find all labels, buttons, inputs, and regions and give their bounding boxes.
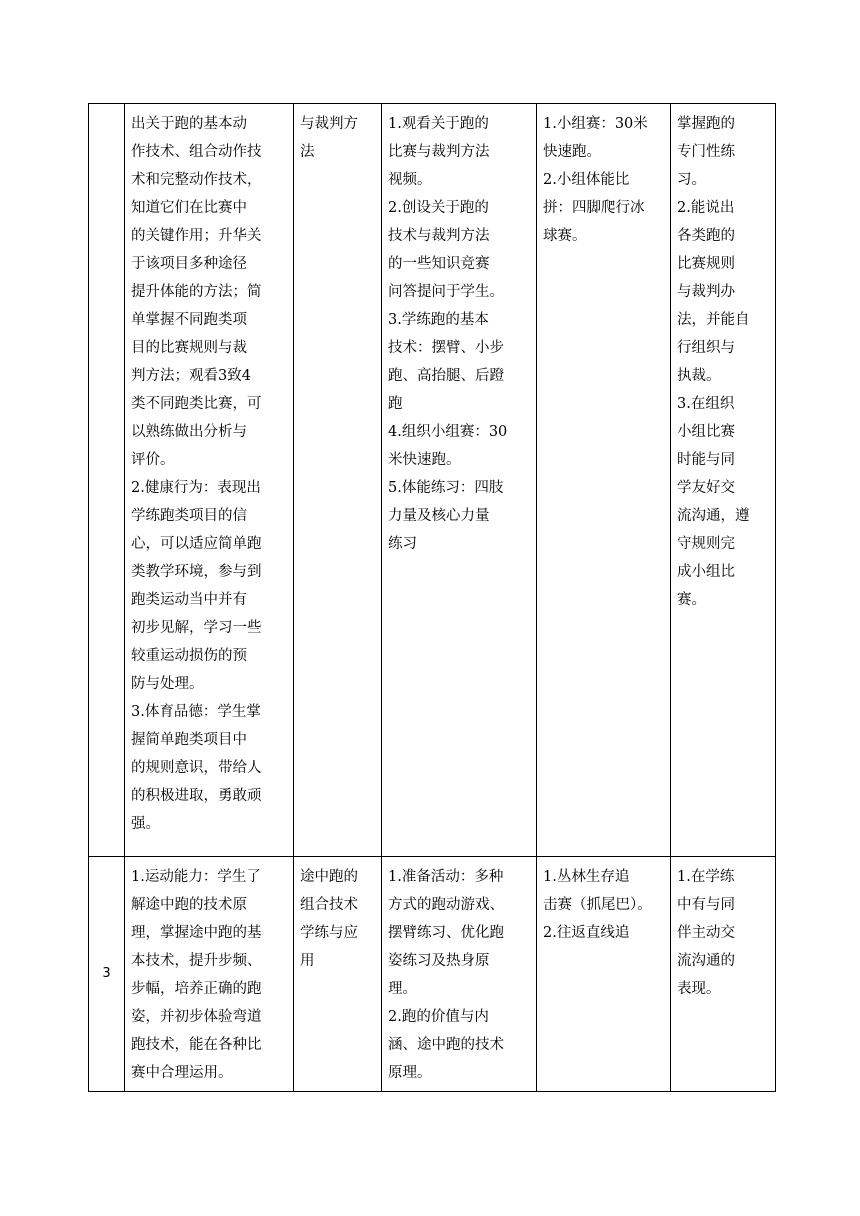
evaluation-line: 流沟通，遵 [677, 508, 750, 524]
evaluation-line: 习。 [677, 172, 706, 188]
evaluation-line: 比赛规则 [677, 256, 735, 272]
objectives-line: 类不同跑类比赛，可 [131, 396, 262, 412]
evaluation-line: 与裁判办 [677, 284, 735, 300]
content-line: 用 [300, 953, 315, 969]
evaluation-cell [671, 104, 776, 857]
activities-line: 5.体能练习：四肢 [388, 480, 504, 496]
content-cell [294, 104, 382, 857]
objectives-line: 出关于跑的基本动 [131, 116, 247, 132]
games-line: 1.小组赛：30米 [543, 116, 648, 132]
objectives-line: 目的比赛规则与裁 [131, 340, 247, 356]
evaluation-line: 赛。 [677, 592, 706, 608]
activities-line: 理。 [388, 981, 417, 997]
games-line: 击赛（抓尾巴）。 [543, 897, 652, 913]
activities-line: 2.创设关于跑的 [388, 200, 489, 216]
evaluation-line: 小组比赛 [677, 424, 735, 440]
games-cell [537, 857, 671, 1092]
content-line: 法 [300, 144, 315, 160]
objectives-line: 1.运动能力：学生了 [131, 869, 261, 885]
objectives-line: 本技术，提升步频、 [131, 953, 262, 969]
objectives-line: 知道它们在比赛中 [131, 200, 247, 216]
objectives-line: 的关键作用；升华关 [131, 228, 262, 244]
objectives-line: 术和完整动作技术， [131, 172, 262, 188]
evaluation-line: 时能与同 [677, 452, 735, 468]
activities-line: 技术与裁判方法 [388, 228, 490, 244]
evaluation-line: 2.能说出 [677, 200, 735, 216]
evaluation-line: 各类跑的 [677, 228, 735, 244]
objectives-line: 步幅，培养正确的跑 [131, 981, 262, 997]
evaluation-line: 行组织与 [677, 340, 735, 356]
activities-line: 问答提问于学生。 [388, 284, 504, 300]
objectives-line: 防与处理。 [131, 676, 204, 692]
objectives-line: 跑技术，能在各种比 [131, 1037, 262, 1053]
games-line: 球赛。 [543, 228, 587, 244]
evaluation-line: 伴主动交 [677, 925, 735, 941]
games-line: 1.丛林生存追 [543, 869, 630, 885]
lesson-number-cell [89, 104, 125, 857]
table-row [89, 104, 776, 857]
objectives-cell [125, 104, 294, 857]
evaluation-line: 专门性练 [677, 144, 735, 160]
objectives-line: 姿，并初步体验弯道 [131, 1009, 262, 1025]
activities-line: 原理。 [388, 1065, 432, 1081]
activities-line: 的一些知识竞赛 [388, 256, 490, 272]
objectives-line: 3.体育品德：学生掌 [131, 704, 261, 720]
objectives-line: 强。 [131, 816, 160, 832]
objectives-line: 的规则意识，带给人 [131, 760, 262, 776]
table-row [89, 857, 776, 1092]
objectives-line: 解途中跑的技术原 [131, 897, 247, 913]
content-line: 学练与应 [300, 925, 358, 941]
activities-line: 技术：摆臂、小步 [388, 340, 504, 356]
lesson-number-cell [89, 857, 125, 1092]
activities-cell [382, 104, 537, 857]
activities-line: 涵、途中跑的技术 [388, 1037, 504, 1053]
objectives-line: 提升体能的方法；简 [131, 284, 262, 300]
activities-line: 1.观看关于跑的 [388, 116, 489, 132]
activities-line: 3.学练跑的基本 [388, 312, 489, 328]
activities-line: 方式的跑动游戏、 [388, 897, 504, 913]
games-line: 2.小组体能比 [543, 172, 630, 188]
objectives-line: 跑类运动当中并有 [131, 592, 247, 608]
objectives-line: 理，掌握途中跑的基 [131, 925, 262, 941]
objectives-line: 作技术、组合动作技 [131, 144, 262, 160]
activities-line: 姿练习及热身原 [388, 953, 490, 969]
activities-line: 力量及核心力量 [388, 508, 490, 524]
evaluation-line: 成小组比 [677, 564, 735, 580]
evaluation-line: 法，并能自 [677, 312, 750, 328]
objectives-line: 较重运动损伤的预 [131, 648, 247, 664]
evaluation-cell [671, 857, 776, 1092]
evaluation-line: 1.在学练 [677, 869, 735, 885]
content-cell [294, 857, 382, 1092]
objectives-line: 以熟练做出分析与 [131, 424, 247, 440]
activities-line: 跑、高抬腿、后蹬 [388, 368, 504, 384]
objectives-line: 赛中合理运用。 [131, 1065, 233, 1081]
activities-line: 2.跑的价值与内 [388, 1009, 489, 1025]
objectives-line: 握简单跑类项目中 [131, 732, 247, 748]
activities-line: 视频。 [388, 172, 432, 188]
objectives-line: 单掌握不同跑类项 [131, 312, 247, 328]
activities-line: 练习 [388, 536, 417, 552]
objectives-line: 评价。 [131, 452, 175, 468]
games-line: 2.往返直线追 [543, 925, 630, 941]
games-line: 快速跑。 [543, 144, 601, 160]
activities-line: 4.组织小组赛：30 [388, 424, 508, 440]
activities-line: 1.准备活动：多种 [388, 869, 504, 885]
content-line: 与裁判方 [300, 116, 358, 132]
objectives-line: 判方法；观看3致4 [131, 368, 251, 384]
activities-line: 摆臂练习、优化跑 [388, 925, 504, 941]
objectives-line: 心，可以适应简单跑 [131, 536, 262, 552]
evaluation-line: 表现。 [677, 981, 721, 997]
activities-cell [382, 857, 537, 1092]
activities-line: 比赛与裁判方法 [388, 144, 490, 160]
evaluation-line: 中有与同 [677, 897, 735, 913]
evaluation-line: 执裁。 [677, 368, 721, 384]
evaluation-line: 学友好交 [677, 480, 735, 496]
objectives-line: 类教学环境，参与到 [131, 564, 262, 580]
lesson-plan-table [88, 103, 776, 1092]
games-line: 拼：四脚爬行冰 [543, 200, 645, 216]
objectives-line: 于该项目多种途径 [131, 256, 247, 272]
activities-line: 跑 [388, 396, 403, 412]
objectives-line: 的积极进取，勇敢顽 [131, 788, 262, 804]
activities-line: 米快速跑。 [388, 452, 461, 468]
lesson-number: 3 [102, 966, 111, 981]
content-line: 途中跑的 [300, 869, 358, 885]
evaluation-line: 3.在组织 [677, 396, 735, 412]
objectives-cell [125, 857, 294, 1092]
evaluation-line: 掌握跑的 [677, 116, 735, 132]
objectives-line: 初步见解，学习一些 [131, 620, 262, 636]
objectives-line: 2.健康行为：表现出 [131, 480, 261, 496]
evaluation-line: 流沟通的 [677, 953, 735, 969]
objectives-line: 学练跑类项目的信 [131, 508, 247, 524]
games-cell [537, 104, 671, 857]
evaluation-line: 守规则完 [677, 536, 735, 552]
content-line: 组合技术 [300, 897, 358, 913]
